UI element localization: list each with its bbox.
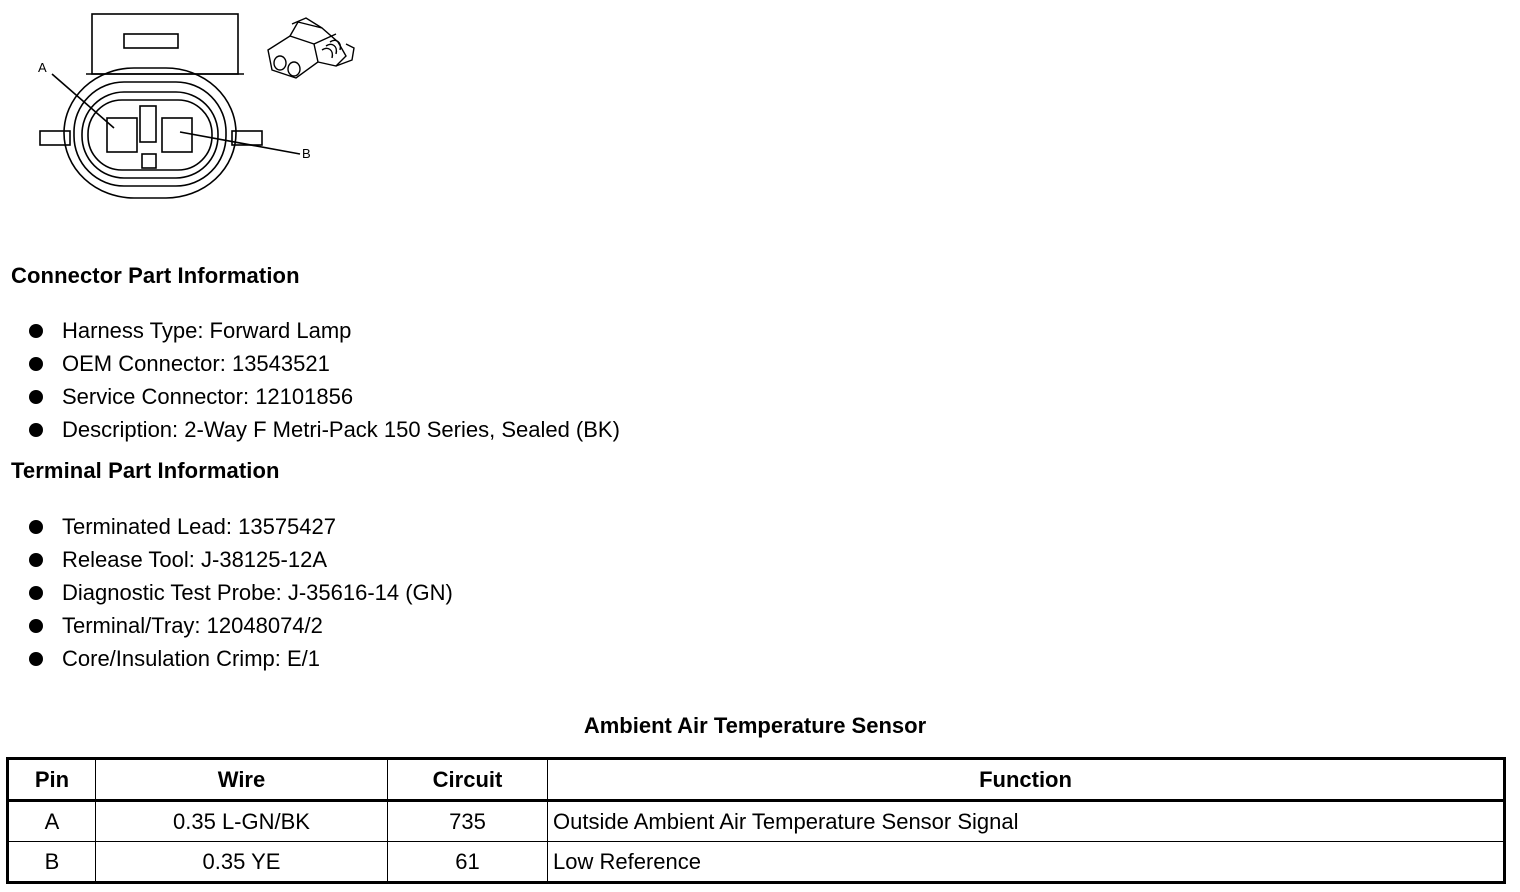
bullet-icon (29, 553, 43, 567)
wire-cell: 0.35 L-GN/BK (96, 801, 388, 842)
pin-cell: B (8, 842, 96, 883)
connector-info-list (28, 314, 620, 446)
table-row (8, 801, 1505, 842)
bullet-icon (29, 520, 43, 534)
table-row (8, 842, 1505, 883)
function-cell: Outside Ambient Air Temperature Sensor Signal (548, 801, 1505, 842)
bullet-icon (29, 357, 43, 371)
list-item: Description: 2-Way F Metri-Pack 150 Series, Sealed (BK) (28, 413, 620, 446)
pin-a-label: A (38, 60, 47, 75)
column-header-wire: Wire (96, 759, 388, 801)
bullet-icon (29, 619, 43, 633)
bullet-icon (29, 652, 43, 666)
bullet-icon (29, 324, 43, 338)
list-item: Service Connector: 12101856 (28, 380, 620, 413)
bullet-icon (29, 423, 43, 437)
pin-cell: A (8, 801, 96, 842)
list-item: Diagnostic Test Probe: J-35616-14 (GN) (28, 576, 453, 609)
circuit-cell: 61 (388, 842, 548, 883)
list-item: OEM Connector: 13543521 (28, 347, 620, 380)
connector-section-title: Connector Part Information (11, 263, 300, 288)
wire-cell: 0.35 YE (96, 842, 388, 883)
terminal-info-list (28, 510, 453, 675)
pin-b-label: B (302, 146, 311, 161)
terminal-section-title: Terminal Part Information (11, 458, 280, 483)
function-cell: Low Reference (548, 842, 1505, 883)
column-header-circuit: Circuit (388, 759, 548, 801)
list-item: Terminated Lead: 13575427 (28, 510, 453, 543)
list-item: Harness Type: Forward Lamp (28, 314, 620, 347)
list-item: Core/Insulation Crimp: E/1 (28, 642, 453, 675)
circuit-cell: 735 (388, 801, 548, 842)
column-header-pin: Pin (8, 759, 96, 801)
connector-perspective-icon (268, 18, 354, 78)
bullet-icon (29, 390, 43, 404)
column-header-function: Function (548, 759, 1505, 801)
connector-diagram (30, 8, 370, 208)
table-header-row (8, 759, 1505, 801)
pinout-table (6, 757, 1506, 884)
list-item: Terminal/Tray: 12048074/2 (28, 609, 453, 642)
list-item: Release Tool: J-38125-12A (28, 543, 453, 576)
bullet-icon (29, 586, 43, 600)
table-title: Ambient Air Temperature Sensor (583, 713, 927, 738)
